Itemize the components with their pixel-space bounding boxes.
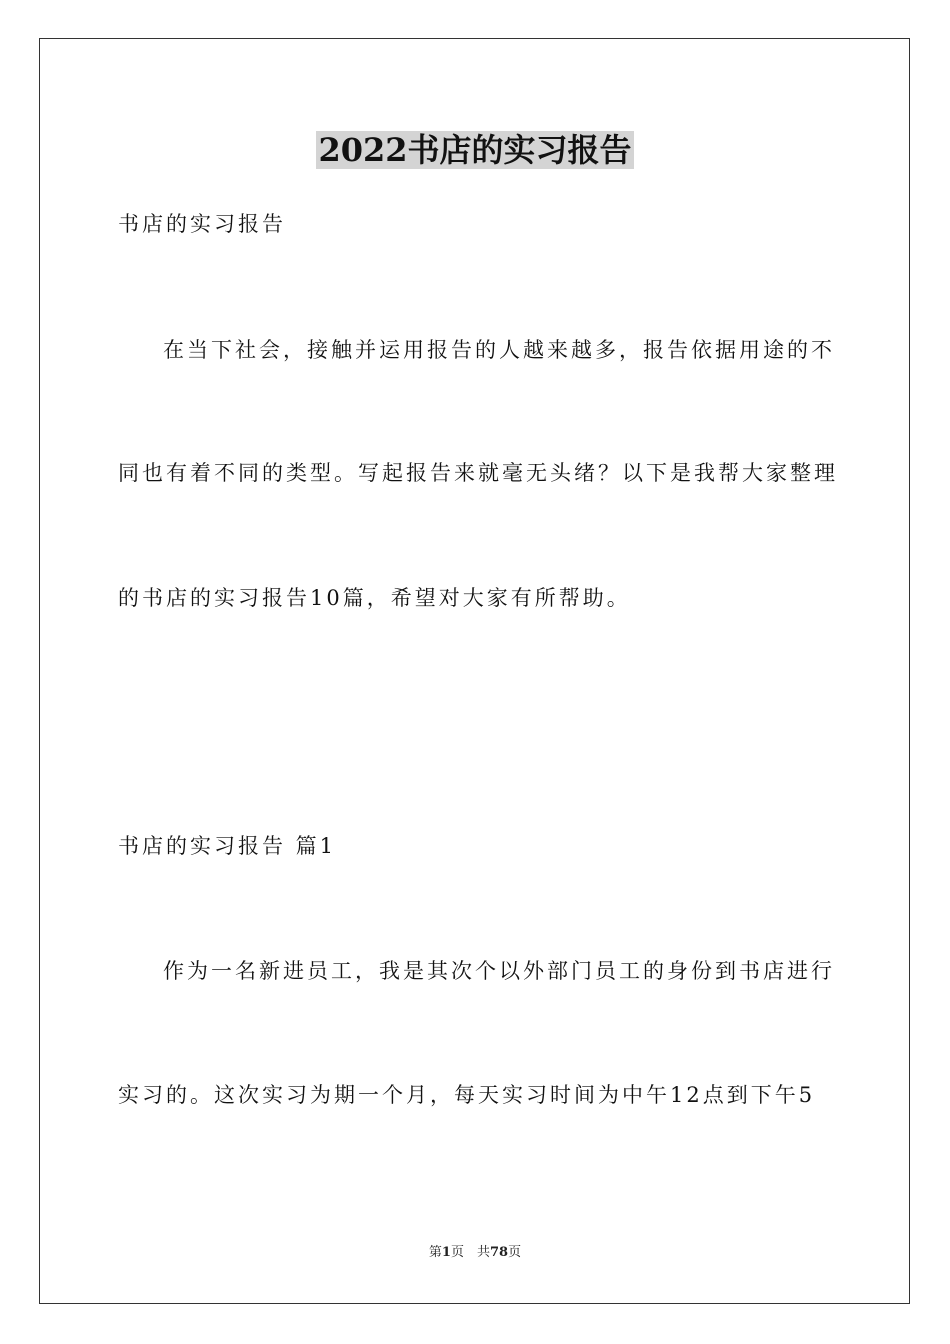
document-title-text: 2022书店的实习报告 — [318, 131, 632, 169]
paragraph-line: 的书店的实习报告10篇，希望对大家有所帮助。 — [118, 586, 631, 610]
page-footer — [0, 1244, 950, 1262]
document-subtitle: 书店的实习报告 — [118, 212, 286, 236]
footer-suffix: 页 — [508, 1245, 522, 1260]
paragraph-line: 同也有着不同的类型。写起报告来就毫无头绪？以下是我帮大家整理 — [118, 461, 838, 485]
footer-total-pages: 78 — [489, 1245, 509, 1260]
section-heading: 书店的实习报告 篇1 — [118, 834, 337, 858]
document-title — [0, 128, 950, 172]
footer-mid: 页 共 — [450, 1245, 490, 1260]
footer-prefix: 第 — [428, 1245, 442, 1260]
paragraph-line: 在当下社会，接触并运用报告的人越来越多，报告依据用途的不 — [163, 338, 835, 362]
footer-current-page: 1 — [441, 1245, 451, 1260]
paragraph-line: 作为一名新进员工，我是其次个以外部门员工的身份到书店进行 — [163, 959, 835, 983]
paragraph-line: 实习的。这次实习为期一个月，每天实习时间为中午12点到下午5 — [118, 1083, 816, 1107]
